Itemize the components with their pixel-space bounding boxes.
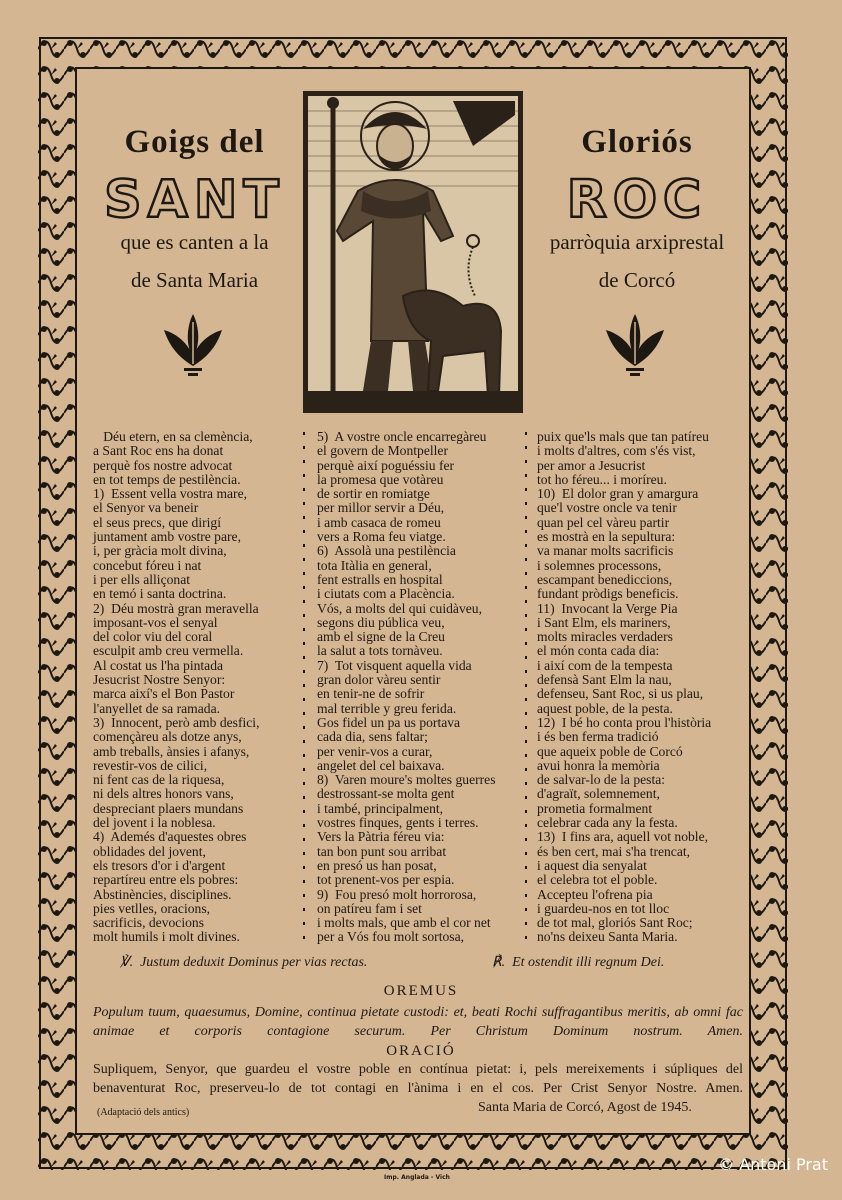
fleur-ornament-right-icon: [602, 308, 668, 378]
versicle-sign: ℣.: [120, 955, 134, 970]
printer-imprint: Imp. Anglada - Vich: [384, 1174, 450, 1181]
title-right-line2: ROC: [566, 170, 708, 230]
poem-column-3: puix que'ls mals que tan patíreu i molts d'altres, com s'és vist, per amor a Jesucrist tot ho féreu... i moríreu. 10) El dolor gran y amargura que'l vostre oncle va tenir quan pel cel vàreu partir es mostrà en la sepultura: va manar molts sacrificis i solemnes processons, escampant benediccions, fundant pròdigs beneficis. 11) Invocant la Verge Pia i Sant Elm, els mariners, molts miracles verdaders el món conta cada dia: i així com de la tempesta defensà Sant Elm la nau, defenseu, Sant Roc, si us plau, aquest poble, de la pesta. 12) I bé ho conta prou l'història i és ben ferma tradició que aqueix poble de Corcó avui honra la memòria de salvar-lo de la pesta: d'agraït, solemnement, prometia formalment celebrar cada any la festa. 13) I fins ara, aquell vot noble, és ben cert, mai s'ha trencat, i aquest dia senyalat el celebra tot el poble. Accepteu l'ofrena pia i guardeu-nos en tot lloc de tot mal, gloriós Sant Roc; no'ns deixeu Santa Maria.: [537, 429, 712, 945]
fleur-ornament-left-icon: [160, 308, 226, 378]
title-right-line4: de Corcó: [598, 268, 676, 292]
response-text: Et ostendit illi regnum Dei.: [512, 955, 665, 970]
oracio-text: Supliquem, Senyor, que guardeu el vostre poble en contínua pietat: i, pels mereixements i súpliques del benaventurat Roc, preserveu-lo de tot contagi en l'ànima i en el cos. Per Crist Senyor Nostre. Amen.: [93, 1062, 743, 1096]
title-left-line4: de Santa Maria: [130, 268, 259, 292]
versicle-line: [120, 954, 367, 971]
versicle-text: Justum deduxit Dominus per vias rectas.: [140, 955, 368, 970]
saint-roch-woodcut-image: [303, 91, 523, 413]
adaptation-note: (Adaptació dels antics): [97, 1107, 190, 1118]
oremus-heading: OREMUS: [383, 983, 459, 999]
column-divider-left: [302, 432, 306, 944]
oracio-heading: ORACIÓ: [386, 1043, 456, 1059]
column-divider-right: [524, 432, 528, 944]
title-right-line1: Gloriós: [581, 124, 693, 160]
poem-column-2: 5) A vostre oncle encarregàreu el govern de Montpeller perquè així poguéssiu fer la promesa que votàreu de sortir en romiatge per millor servir a Déu, i amb casaca de romeu vers a Roma feu viatge. 6) Assolà una pestilència tota Itàlia en general, fent estralls en hospital i ciutats com a Placència. Vós, a molts del qui cuidàveu, segons diu pública veu, amb el signe de la Creu la salut a tots tornàveu. 7) Tot visquent aquella vida gran dolor vàreu sentir en tenir-ne de sofrir mal terrible y greu ferida. Gos fidel un pa us portava cada dia, sens faltar; per venir-vos a curar, angelet del cel baixava. 8) Varen moure's moltes guerres destrossant-se molta gent i també, principalment, vostres finques, gents i terres. Vers la Pàtria féreu via: tan bon punt sou arribat en presó us han posat, tot prenent-vos per espia. 9) Fou presó molt horrorosa, on patíreu fam i set i molts mals, que amb el cor net per a Vós fou molt sortosa,: [317, 429, 496, 945]
response-line: [492, 954, 664, 971]
title-left-line1: Goigs del: [124, 124, 265, 160]
title-right-line3: parròquia arxiprestal: [549, 230, 725, 254]
place-date: Santa Maria de Corcó, Agost de 1945.: [478, 1100, 692, 1115]
oremus-text: Populum tuum, quaesumus, Domine, continua pietate custodi: et, beati Rochi suffragantibus meritis, ab omni fac animae et corporis contagione securum. Per Christum Dominum nostrum. Amen.: [93, 1005, 743, 1039]
title-left-line2: SANT: [104, 170, 285, 230]
poem-column-1: Déu etern, en sa clemència, a Sant Roc ens ha donat perquè fos nostre advocat en tot temps de pestilència. 1) Essent vella vostra mare, el Senyor va beneir el seus precs, que dirigí juntament amb vostre pare, i, per gràcia molt divina, concebut fóreu i nat i per ells alliçonat en temó i santa doctrina. 2) Déu mostrà gran meravella imposant-vos el senyal del color viu del coral esculpit amb creu vermella. Al costat us l'ha pintada Jesucrist Nostre Senyor: marca així's el Bon Pastor l'anyellet de sa ramada. 3) Innocent, però amb desfici, començàreu als dotze anys, amb treballs, ànsies i afanys, revestir-vos de cilici, ni fent cas de la riquesa, ni dels altres honors vans, despreciant plaers mundans del jovent i la noblesa. 4) Ademés d'aquestes obres oblidades del jovent, els tresors d'or i d'argent repartíreu entre els pobres: Abstinències, disciplines. pies vetlles, oracions, sacrificis, devocions molt humils i molt divines.: [93, 429, 260, 945]
title-left-line3: que es canten a la: [120, 230, 269, 254]
response-sign: ℟.: [492, 955, 506, 970]
copyright-watermark: © Antoni Prat: [718, 1155, 828, 1174]
